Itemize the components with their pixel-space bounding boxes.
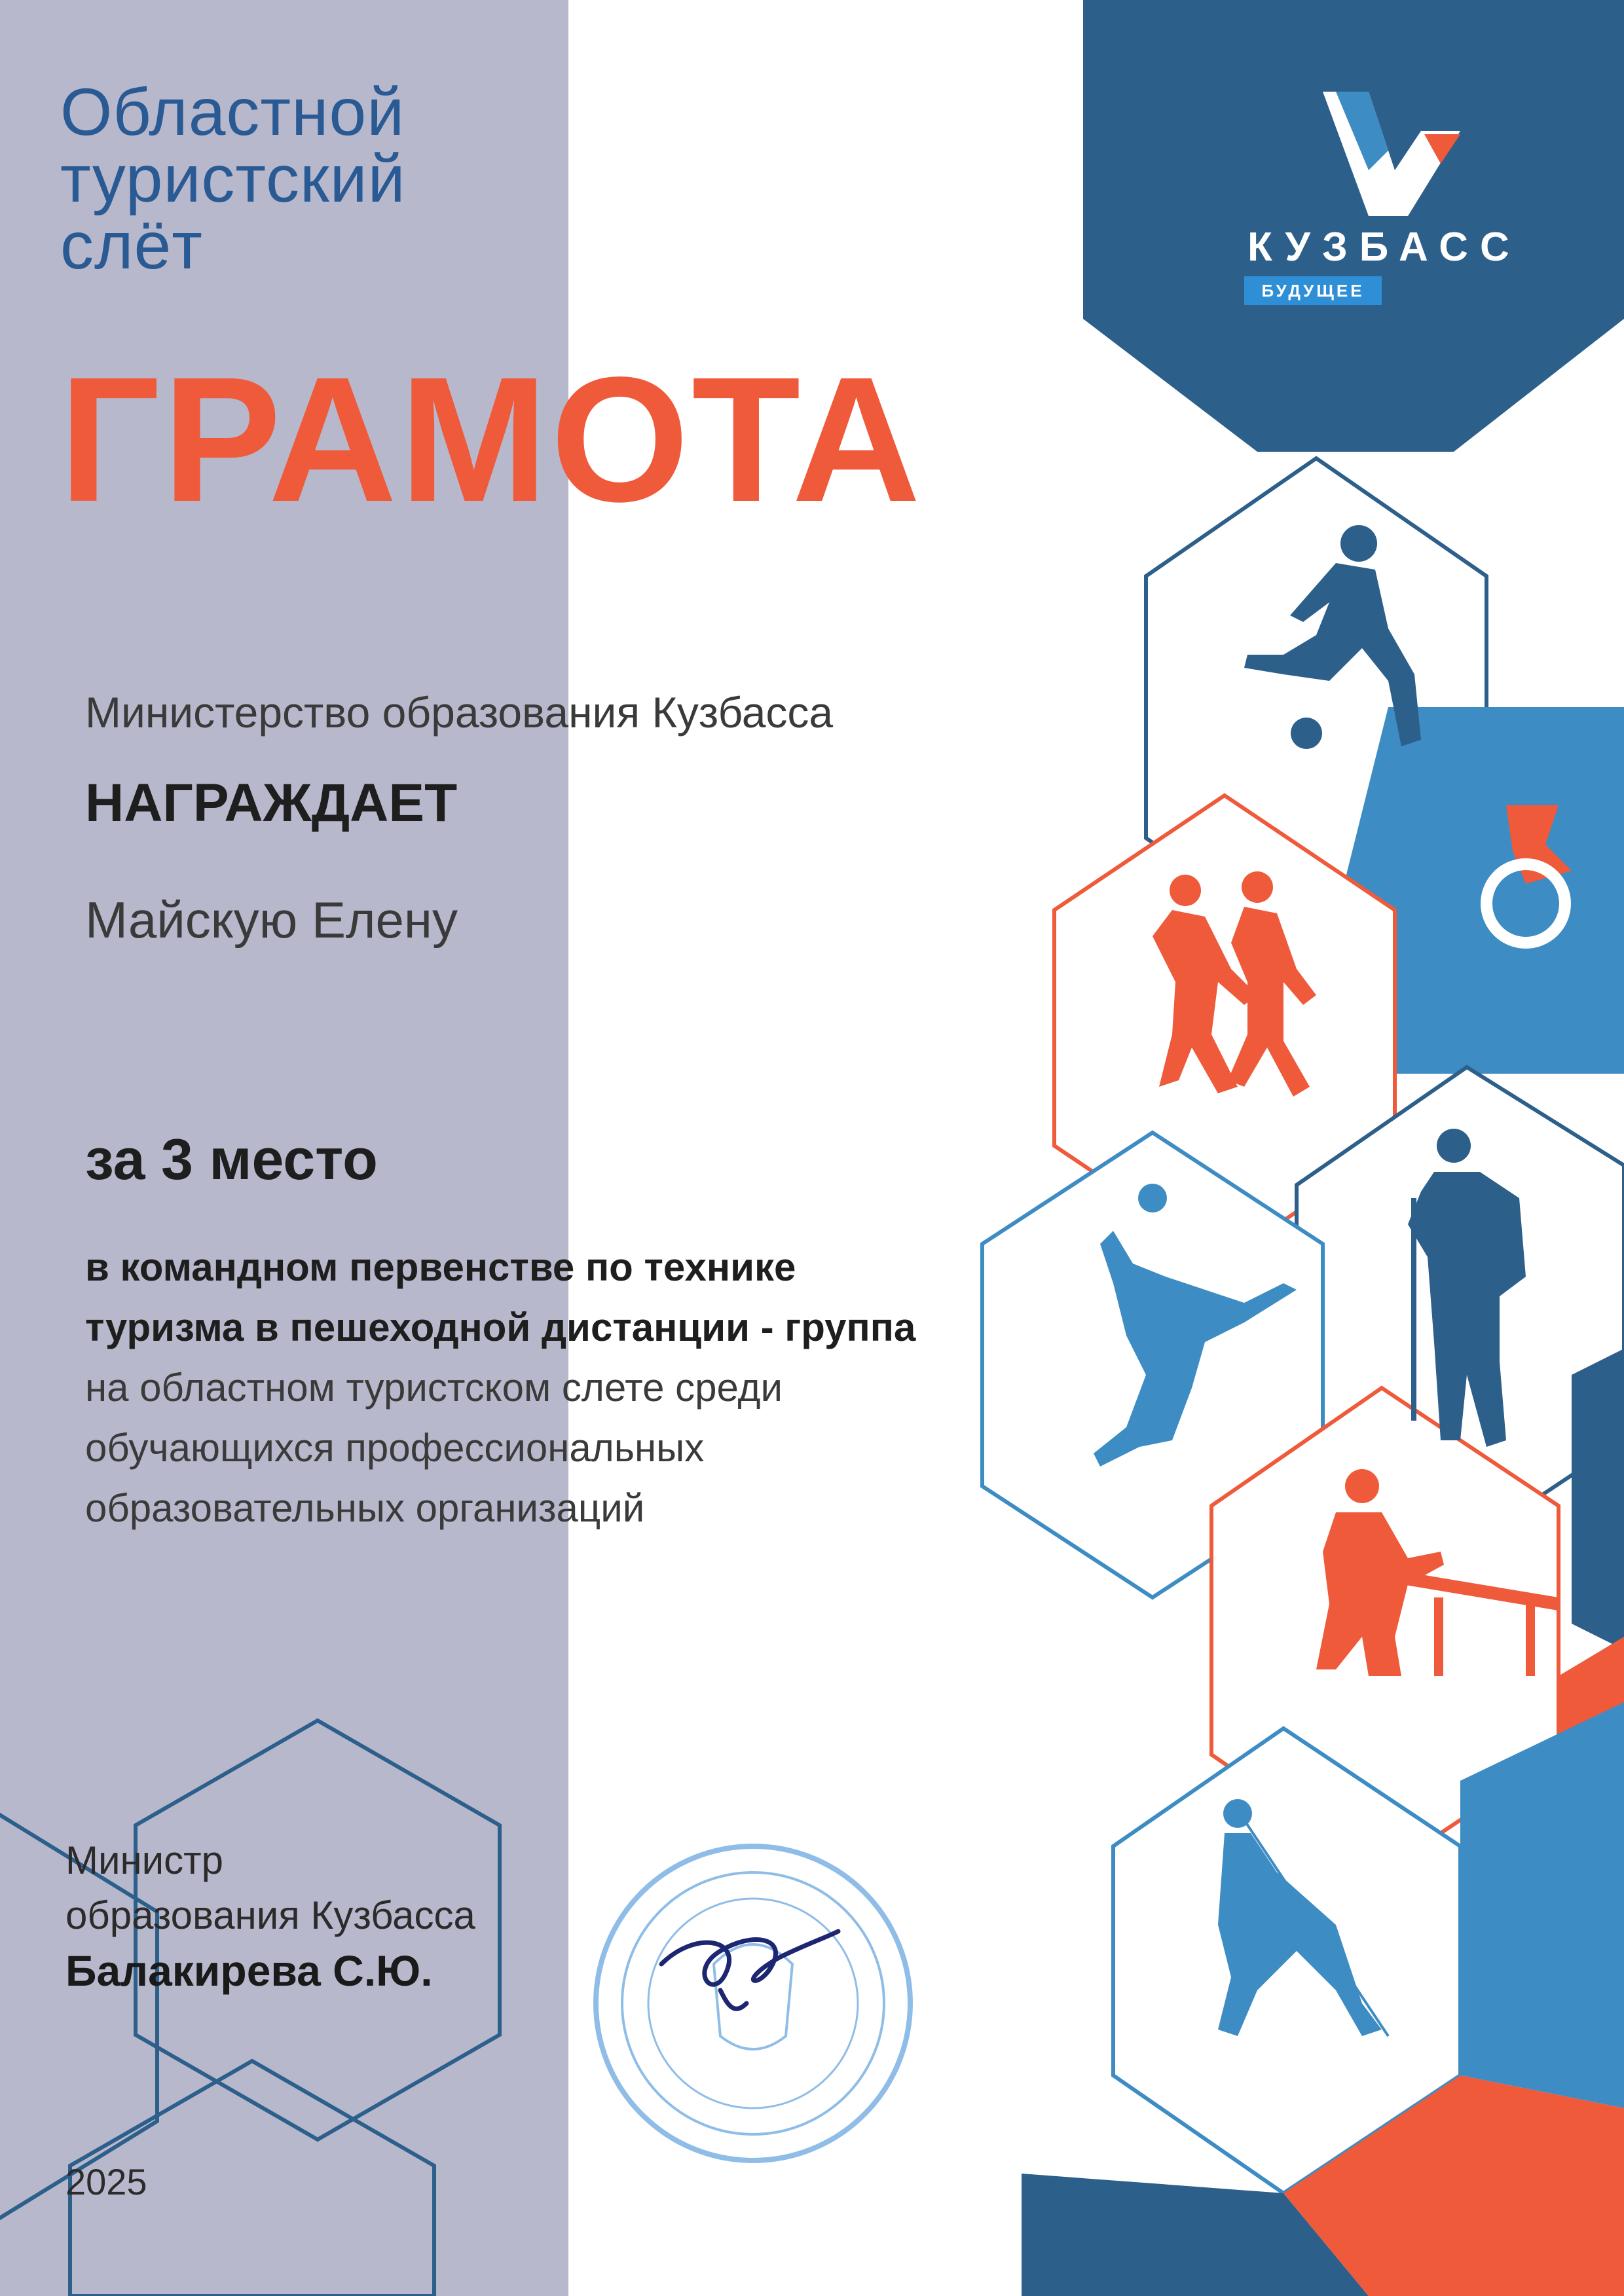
event-title-line-2: туристский [60, 141, 406, 216]
official-stamp [596, 1846, 910, 2160]
reason-line-2: обучающихся профессиональных [85, 1426, 705, 1470]
hex-dark-strip [1572, 1349, 1624, 1650]
event-title-line-3: слёт [60, 208, 203, 283]
reason-bold-line-1: в командном первенстве по технике [85, 1245, 796, 1289]
reason-line-3: образовательных организаций [85, 1486, 645, 1530]
reason-line-1: на областном туристском слете среди [85, 1366, 783, 1410]
year: 2025 [65, 2161, 147, 2202]
recipient-name: Майскую Елену [85, 891, 458, 949]
reason-bold-line-2: туризма в пешеходной дистанции - группа [85, 1305, 916, 1349]
kuzbass-logo-text: КУЗБАСС [1247, 225, 1521, 270]
signer-role-line-2: образования Кузбасса [65, 1893, 475, 1937]
award-verb: НАГРАЖДАЕТ [85, 773, 458, 833]
award-place: за 3 место [85, 1127, 378, 1192]
issuer: Министерство образования Кузбасса [85, 688, 834, 737]
kuzbass-logo-badge: БУДУЩЕЕ [1244, 276, 1382, 305]
signer-name: Балакирева С.Ю. [65, 1946, 433, 1995]
left-hex-outlines [0, 1721, 500, 2296]
signer-block [65, 1833, 475, 1998]
event-title-line-1: Областной [60, 75, 405, 149]
signer-role-line-1: Министр [65, 1838, 223, 1882]
award-reason [85, 1237, 1067, 1539]
signature-scribble [661, 1931, 838, 2009]
document-title: ГРАМОТА [59, 340, 923, 539]
event-title [60, 75, 406, 283]
